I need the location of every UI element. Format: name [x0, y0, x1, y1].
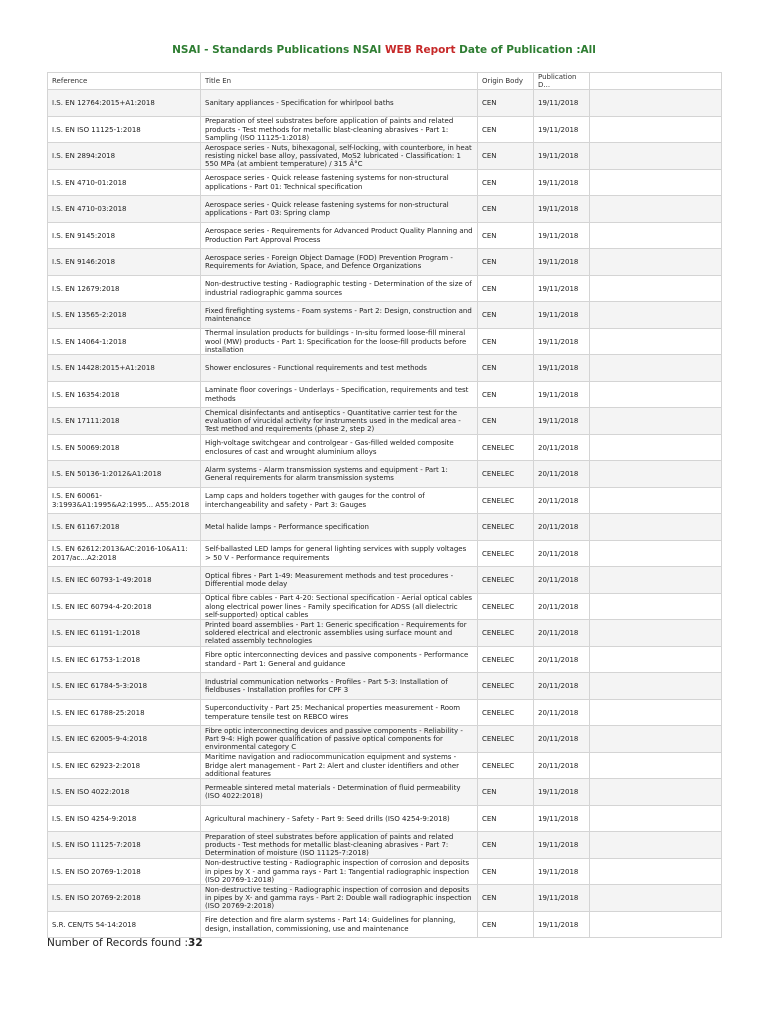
cell-reference: I.S. EN 13565-2:2018 — [48, 302, 201, 329]
table-row[interactable] — [48, 885, 722, 912]
cell-publication-date: 19/11/2018 — [534, 858, 590, 885]
cell-origin-body: CEN — [478, 222, 534, 249]
cell-origin-body: CEN — [478, 328, 534, 355]
cell-reference: S.R. CEN/TS 54-14:2018 — [48, 911, 201, 938]
cell-publication-date: 19/11/2018 — [534, 885, 590, 912]
cell-empty — [590, 567, 722, 594]
cell-title: Superconductivity - Part 25: Mechanical properties measurement - Room temperature tensile test on REBCO wires — [201, 699, 478, 726]
cell-title: Aerospace series - Requirements for Advanced Product Quality Planning and Production Part Approval Process — [201, 222, 478, 249]
cell-origin-body: CEN — [478, 779, 534, 806]
cell-reference: I.S. EN 9145:2018 — [48, 222, 201, 249]
cell-empty — [590, 90, 722, 117]
cell-empty — [590, 885, 722, 912]
cell-reference: I.S. EN 4710-01:2018 — [48, 169, 201, 196]
cell-title: Thermal insulation products for buildings - In-situ formed loose-fill mineral wool (MW) products - Part 1: Specification for the loose-fill products before installation — [201, 328, 478, 355]
cell-empty — [590, 832, 722, 859]
table-row[interactable] — [48, 302, 722, 329]
cell-publication-date: 19/11/2018 — [534, 275, 590, 302]
cell-title: Aerospace series - Nuts, bihexagonal, self-locking, with counterbore, in heat resisting nickel base alloy, passivated, MoS2 lubricated - Classification: 1 550 MPa (at ambient temperature) / 315 Â°C — [201, 143, 478, 170]
cell-empty — [590, 752, 722, 779]
cell-reference: I.S. EN ISO 11125-1:2018 — [48, 116, 201, 143]
cell-empty — [590, 408, 722, 435]
cell-reference: I.S. EN ISO 4022:2018 — [48, 779, 201, 806]
table-row[interactable] — [48, 514, 722, 541]
cell-origin-body: CEN — [478, 116, 534, 143]
cell-reference: I.S. EN IEC 61753-1:2018 — [48, 646, 201, 673]
cell-title: Aerospace series - Quick release fastening systems for non-structural applications - Part 01: Technical specification — [201, 169, 478, 196]
table-row[interactable] — [48, 858, 722, 885]
records-count-value: 32 — [188, 937, 203, 949]
cell-origin-body: CENELEC — [478, 726, 534, 753]
cell-reference: I.S. EN 60061-3:1993&A1:1995&A2:1995... A55:2018 — [48, 487, 201, 514]
cell-title: Chemical disinfectants and antiseptics - Quantitative carrier test for the evaluation of virucidal activity for instruments used in the medical area - Test method and requirements (phase 2, step 2) — [201, 408, 478, 435]
cell-empty — [590, 858, 722, 885]
cell-title: Shower enclosures - Functional requirements and test methods — [201, 355, 478, 382]
column-header-origin-body[interactable]: Origin Body — [478, 73, 534, 90]
cell-empty — [590, 461, 722, 488]
cell-origin-body: CEN — [478, 832, 534, 859]
cell-title: Optical fibre cables - Part 4-20: Sectional specification - Aerial optical cables along electrical power lines - Family specification for ADSS (all dielectric self-supported) optical cables — [201, 593, 478, 620]
cell-reference: I.S. EN 9146:2018 — [48, 249, 201, 276]
cell-origin-body: CENELEC — [478, 752, 534, 779]
cell-reference: I.S. EN 50136-1:2012&A1:2018 — [48, 461, 201, 488]
cell-origin-body: CENELEC — [478, 673, 534, 700]
cell-reference: I.S. EN IEC 61784-5-3:2018 — [48, 673, 201, 700]
cell-title: Fixed firefighting systems - Foam systems - Part 2: Design, construction and maintenance — [201, 302, 478, 329]
cell-empty — [590, 196, 722, 223]
table-header-row — [48, 73, 722, 90]
cell-origin-body: CEN — [478, 911, 534, 938]
cell-publication-date: 19/11/2018 — [534, 302, 590, 329]
cell-reference: I.S. EN 4710-03:2018 — [48, 196, 201, 223]
cell-title: Preparation of steel substrates before application of paints and related products - Test methods for metallic blast-cleaning abrasives - Part 7: Determination of moisture (ISO 11125-7:2018) — [201, 832, 478, 859]
table-body — [48, 90, 722, 938]
table-row[interactable] — [48, 620, 722, 647]
cell-origin-body: CENELEC — [478, 514, 534, 541]
cell-title: Permeable sintered metal materials - Determination of fluid permeability (ISO 4022:2018) — [201, 779, 478, 806]
cell-origin-body: CENELEC — [478, 567, 534, 594]
cell-empty — [590, 355, 722, 382]
cell-empty — [590, 593, 722, 620]
cell-origin-body: CENELEC — [478, 699, 534, 726]
table-row[interactable] — [48, 381, 722, 408]
cell-publication-date: 19/11/2018 — [534, 832, 590, 859]
cell-title: Industrial communication networks - Profiles - Part 5-3: Installation of fieldbuses - Installation profiles for CPF 3 — [201, 673, 478, 700]
cell-reference: I.S. EN ISO 20769-2:2018 — [48, 885, 201, 912]
cell-reference: I.S. EN 12764:2015+A1:2018 — [48, 90, 201, 117]
cell-reference: I.S. EN IEC 60793-1-49:2018 — [48, 567, 201, 594]
cell-origin-body: CEN — [478, 885, 534, 912]
cell-title: Optical fibres - Part 1-49: Measurement methods and test procedures - Differential mode delay — [201, 567, 478, 594]
table-row[interactable] — [48, 779, 722, 806]
cell-origin-body: CEN — [478, 249, 534, 276]
cell-reference: I.S. EN ISO 20769-1:2018 — [48, 858, 201, 885]
cell-title: Fibre optic interconnecting devices and passive components - Performance standard - Part 1: General and guidance — [201, 646, 478, 673]
cell-origin-body: CEN — [478, 381, 534, 408]
table-row[interactable] — [48, 752, 722, 779]
cell-origin-body: CEN — [478, 408, 534, 435]
cell-empty — [590, 487, 722, 514]
cell-title: Self-ballasted LED lamps for general lighting services with supply voltages > 50 V - Performance requirements — [201, 540, 478, 567]
table-row[interactable] — [48, 222, 722, 249]
cell-title: Metal halide lamps - Performance specification — [201, 514, 478, 541]
cell-reference: I.S. EN 2894:2018 — [48, 143, 201, 170]
cell-title: Fibre optic interconnecting devices and passive components - Reliability - Part 9-4: High power qualification of passive optical components for environmental category C — [201, 726, 478, 753]
cell-publication-date: 19/11/2018 — [534, 381, 590, 408]
cell-publication-date: 20/11/2018 — [534, 540, 590, 567]
table-row[interactable] — [48, 726, 722, 753]
cell-title: Non-destructive testing - Radiographic inspection of corrosion and deposits in pipes by X - and gamma rays - Part 1: Tangential radiographic inspection (ISO 20769-1:2018) — [201, 858, 478, 885]
cell-title: Non-destructive testing - Radiographic testing - Determination of the size of industrial radiographic gamma sources — [201, 275, 478, 302]
publications-table — [47, 72, 722, 938]
cell-title: Sanitary appliances - Specification for whirlpool baths — [201, 90, 478, 117]
cell-title: Printed board assemblies - Part 1: Generic specification - Requirements for soldered electrical and electronic assemblies using surface mount and related assembly technologies — [201, 620, 478, 647]
cell-title: Non-destructive testing - Radiographic inspection of corrosion and deposits in pipes by X- and gamma rays - Part 2: Double wall radiographic inspection (ISO 20769-2:2018) — [201, 885, 478, 912]
cell-reference: I.S. EN IEC 62923-2:2018 — [48, 752, 201, 779]
column-header-publication-date[interactable]: Publication D... — [534, 73, 590, 90]
cell-origin-body: CEN — [478, 858, 534, 885]
cell-origin-body: CEN — [478, 169, 534, 196]
cell-publication-date: 20/11/2018 — [534, 461, 590, 488]
cell-empty — [590, 911, 722, 938]
cell-reference: I.S. EN IEC 62005-9-4:2018 — [48, 726, 201, 753]
cell-origin-body: CENELEC — [478, 434, 534, 461]
cell-empty — [590, 514, 722, 541]
cell-origin-body: CENELEC — [478, 593, 534, 620]
table-row[interactable] — [48, 699, 722, 726]
cell-empty — [590, 328, 722, 355]
cell-empty — [590, 169, 722, 196]
cell-reference: I.S. EN 16354:2018 — [48, 381, 201, 408]
cell-publication-date: 20/11/2018 — [534, 752, 590, 779]
cell-empty — [590, 222, 722, 249]
cell-empty — [590, 143, 722, 170]
cell-title: Agricultural machinery - Safety - Part 9: Seed drills (ISO 4254-9:2018) — [201, 805, 478, 832]
cell-origin-body: CENELEC — [478, 540, 534, 567]
cell-title: Aerospace series - Foreign Object Damage (FOD) Prevention Program - Requirements for Aviation, Space, and Defence Organizations — [201, 249, 478, 276]
cell-publication-date: 20/11/2018 — [534, 567, 590, 594]
cell-title: Lamp caps and holders together with gauges for the control of interchangeability and safety - Part 3: Gauges — [201, 487, 478, 514]
column-header-reference[interactable]: Reference — [48, 73, 201, 90]
cell-origin-body: CEN — [478, 302, 534, 329]
table-row[interactable] — [48, 593, 722, 620]
cell-publication-date: 20/11/2018 — [534, 620, 590, 647]
cell-publication-date: 20/11/2018 — [534, 434, 590, 461]
cell-publication-date: 19/11/2018 — [534, 355, 590, 382]
cell-reference: I.S. EN 12679:2018 — [48, 275, 201, 302]
report-title — [0, 44, 768, 56]
cell-publication-date: 19/11/2018 — [534, 779, 590, 806]
cell-title: Laminate floor coverings - Underlays - Specification, requirements and test methods — [201, 381, 478, 408]
cell-origin-body: CEN — [478, 143, 534, 170]
cell-empty — [590, 116, 722, 143]
table-row[interactable] — [48, 832, 722, 859]
cell-origin-body: CEN — [478, 355, 534, 382]
cell-empty — [590, 699, 722, 726]
cell-publication-date: 20/11/2018 — [534, 699, 590, 726]
cell-reference: I.S. EN ISO 11125-7:2018 — [48, 832, 201, 859]
cell-empty — [590, 779, 722, 806]
cell-reference: I.S. EN 50069:2018 — [48, 434, 201, 461]
cell-origin-body: CENELEC — [478, 461, 534, 488]
column-header-empty — [590, 73, 722, 90]
cell-title: Aerospace series - Quick release fastening systems for non-structural applications - Part 03: Spring clamp — [201, 196, 478, 223]
cell-empty — [590, 275, 722, 302]
cell-reference: I.S. EN IEC 60794-4-20:2018 — [48, 593, 201, 620]
report-title-prefix: NSAI - Standards Publications NSAI — [172, 44, 382, 56]
cell-publication-date: 19/11/2018 — [534, 143, 590, 170]
cell-title: Maritime navigation and radiocommunication equipment and systems - Bridge alert management - Part 2: Alert and cluster identifiers and other additional features — [201, 752, 478, 779]
cell-empty — [590, 249, 722, 276]
cell-publication-date: 19/11/2018 — [534, 116, 590, 143]
table-row[interactable] — [48, 169, 722, 196]
cell-origin-body: CEN — [478, 805, 534, 832]
column-header-title[interactable]: Title En — [201, 73, 478, 90]
cell-title: Alarm systems - Alarm transmission systems and equipment - Part 1: General requirements for alarm transmission systems — [201, 461, 478, 488]
records-count-label: Number of Records found : — [47, 937, 189, 949]
cell-origin-body: CENELEC — [478, 646, 534, 673]
cell-empty — [590, 620, 722, 647]
cell-empty — [590, 726, 722, 753]
cell-empty — [590, 434, 722, 461]
cell-reference: I.S. EN ISO 4254-9:2018 — [48, 805, 201, 832]
table-row[interactable] — [48, 355, 722, 382]
cell-publication-date: 19/11/2018 — [534, 408, 590, 435]
cell-title: High-voltage switchgear and controlgear - Gas-filled welded composite enclosures of cast and wrought aluminium alloys — [201, 434, 478, 461]
cell-publication-date: 19/11/2018 — [534, 328, 590, 355]
table-row[interactable] — [48, 673, 722, 700]
cell-publication-date: 20/11/2018 — [534, 726, 590, 753]
table-row[interactable] — [48, 249, 722, 276]
cell-origin-body: CENELEC — [478, 487, 534, 514]
cell-origin-body: CENELEC — [478, 620, 534, 647]
table-row[interactable] — [48, 275, 722, 302]
cell-reference: I.S. EN 14064-1:2018 — [48, 328, 201, 355]
table-row[interactable] — [48, 487, 722, 514]
cell-publication-date: 19/11/2018 — [534, 169, 590, 196]
table-row[interactable] — [48, 143, 722, 170]
table-row[interactable] — [48, 90, 722, 117]
table-row[interactable] — [48, 911, 722, 938]
table-row[interactable] — [48, 567, 722, 594]
table-row[interactable] — [48, 540, 722, 567]
cell-empty — [590, 673, 722, 700]
cell-reference: I.S. EN 61167:2018 — [48, 514, 201, 541]
cell-title: Fire detection and fire alarm systems - Part 14: Guidelines for planning, design, installation, commissioning, use and maintenance — [201, 911, 478, 938]
cell-publication-date: 19/11/2018 — [534, 90, 590, 117]
cell-origin-body: CEN — [478, 90, 534, 117]
cell-empty — [590, 302, 722, 329]
cell-reference: I.S. EN 62612:2013&AC:2016-10&A11: 2017/ac...A2:2018 — [48, 540, 201, 567]
cell-reference: I.S. EN 14428:2015+A1:2018 — [48, 355, 201, 382]
cell-reference: I.S. EN IEC 61788-25:2018 — [48, 699, 201, 726]
cell-publication-date: 20/11/2018 — [534, 646, 590, 673]
cell-title: Preparation of steel substrates before application of paints and related products - Test methods for metallic blast-cleaning abrasives - Part 1: Sampling (ISO 11125-1:2018) — [201, 116, 478, 143]
cell-empty — [590, 646, 722, 673]
cell-publication-date: 20/11/2018 — [534, 593, 590, 620]
table-row[interactable] — [48, 461, 722, 488]
cell-empty — [590, 805, 722, 832]
cell-reference: I.S. EN IEC 61191-1:2018 — [48, 620, 201, 647]
cell-publication-date: 19/11/2018 — [534, 911, 590, 938]
cell-origin-body: CEN — [478, 196, 534, 223]
cell-publication-date: 20/11/2018 — [534, 487, 590, 514]
cell-empty — [590, 381, 722, 408]
cell-reference: I.S. EN 17111:2018 — [48, 408, 201, 435]
cell-publication-date: 19/11/2018 — [534, 222, 590, 249]
report-title-date: Date of Publication :All — [459, 44, 596, 56]
cell-publication-date: 19/11/2018 — [534, 196, 590, 223]
cell-empty — [590, 540, 722, 567]
table-row[interactable] — [48, 434, 722, 461]
table-row[interactable] — [48, 805, 722, 832]
cell-origin-body: CEN — [478, 275, 534, 302]
cell-publication-date: 19/11/2018 — [534, 805, 590, 832]
table-row[interactable] — [48, 328, 722, 355]
records-count — [47, 937, 203, 949]
report-title-web: WEB Report — [384, 44, 456, 56]
cell-publication-date: 20/11/2018 — [534, 673, 590, 700]
table-row[interactable] — [48, 116, 722, 143]
table-row[interactable] — [48, 408, 722, 435]
table-row[interactable] — [48, 196, 722, 223]
cell-publication-date: 19/11/2018 — [534, 249, 590, 276]
table-row[interactable] — [48, 646, 722, 673]
cell-publication-date: 20/11/2018 — [534, 514, 590, 541]
